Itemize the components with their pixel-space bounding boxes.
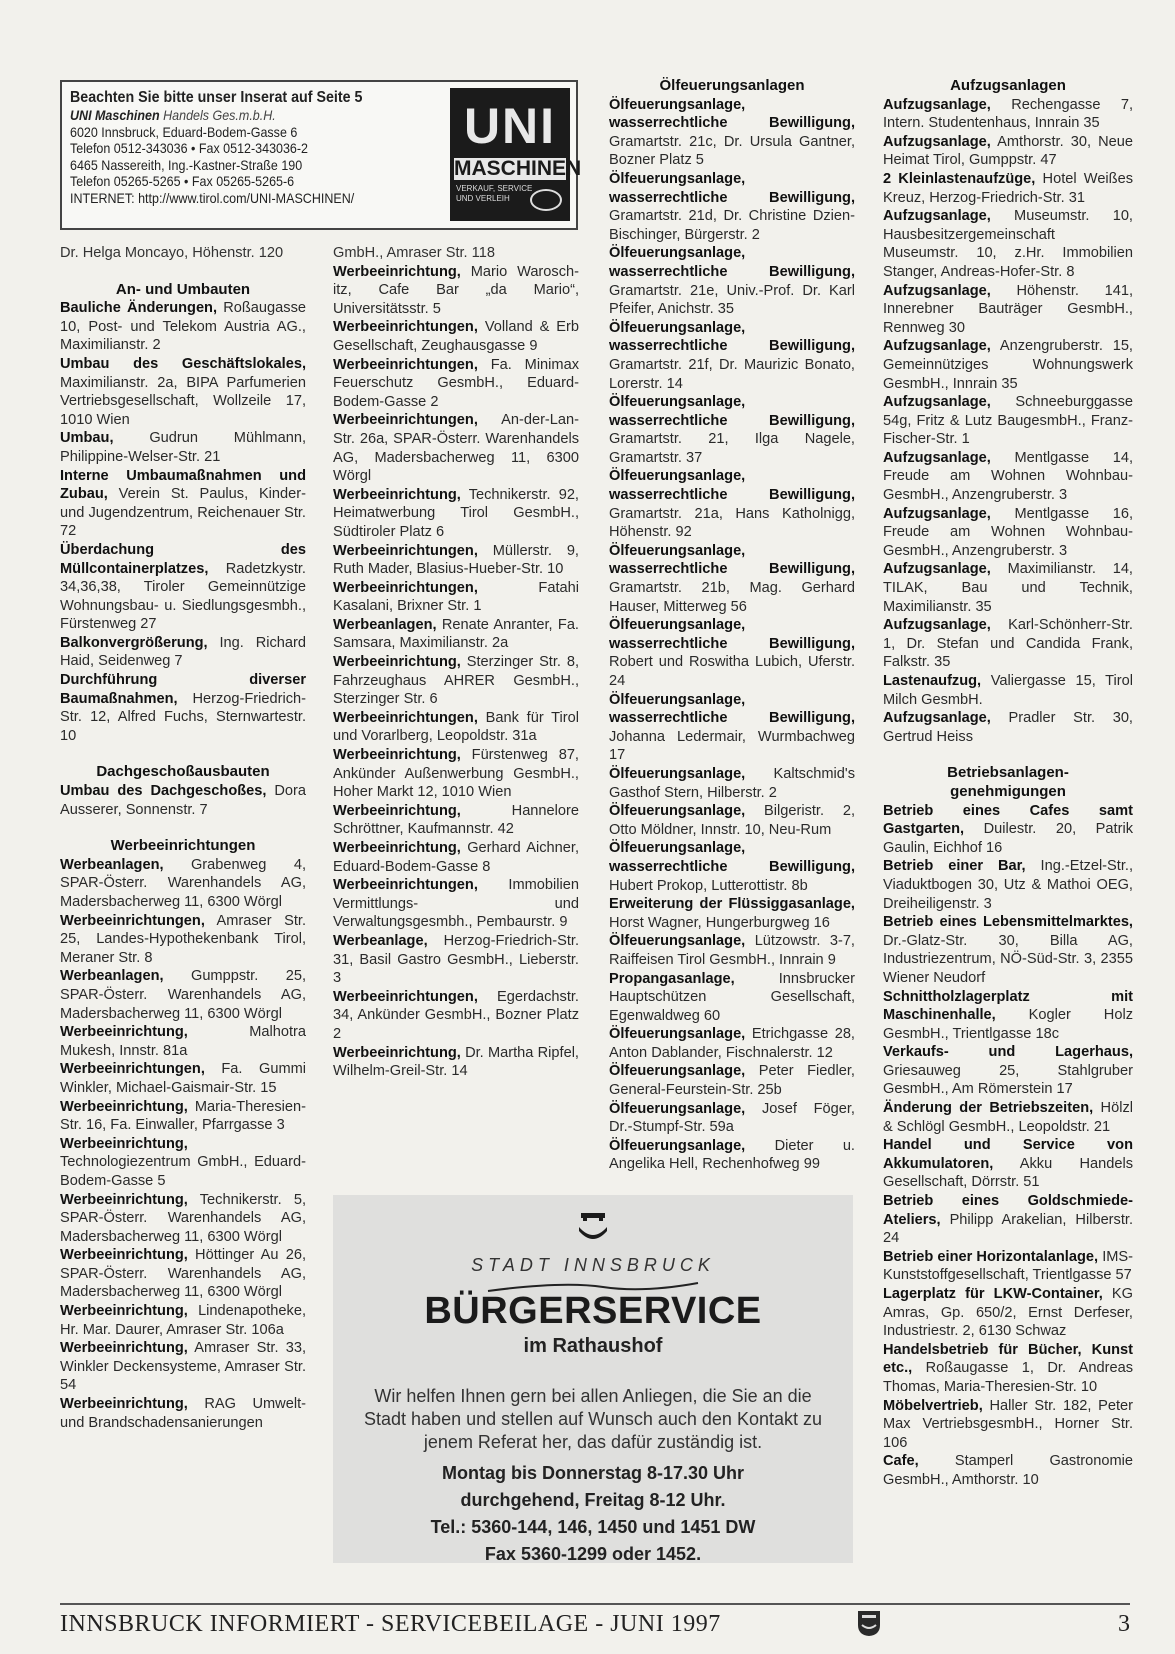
listing-details: Fa. Minimax Feuerschutz GesmbH., Eduard-Bodem-Gasse 2 (333, 356, 579, 410)
listing-entry (883, 1248, 1133, 1285)
listing-title: Aufzugsanlage, (883, 96, 991, 113)
listing-entry (609, 1100, 855, 1137)
listing-details: Josef Föger, Dr.-Stumpf-Str. 59a (609, 1100, 855, 1136)
section-heading: Werbeeinrichtungen (110, 837, 256, 855)
listing-details: Gramartstr. 21f, Dr. Maurizic Bonato, Lorerstr. 14 (609, 356, 855, 392)
listing-details: Dr. Martha Ripfel, Wilhelm-Greil-Str. 14 (333, 1044, 579, 1080)
listing-entry (60, 467, 306, 541)
listing-details: Grabenweg 4, SPAR-Österr. Warenhandels AG, Madersbacherweg 11, 6300 Wörgl (60, 856, 306, 910)
listing-details: Peter Fiedler, General-Feurstein-Str. 25b (609, 1063, 855, 1099)
listing-details: Etrichgasse 28, Anton Dablander, Fischnalerstr. 12 (609, 1026, 855, 1061)
listing-details: Lindenapotheke, Hr. Mar. Daurer, Amraser Str. 106a (60, 1303, 306, 1338)
listing-entry (60, 299, 306, 355)
listing-title: Handel und Service von Akkumulatoren, (883, 1137, 1133, 1172)
listing-details: Roßaugasse 1, Dr. Andreas Thomas, Maria-Theresien-Str. 10 (883, 1360, 1133, 1395)
listing-title: Cafe, (883, 1453, 919, 1470)
listing-details: Fa. Gummi Winkler, Michael-Gaismair-Str. 15 (60, 1061, 306, 1096)
listing-entry (609, 1025, 855, 1062)
listing-details: Gudrun Mühlmann, Philippine-Welser-Str. 21 (60, 430, 306, 465)
listing-entry (333, 876, 579, 932)
listing-details: Dieter u. Angelika Hell, Rechenhofweg 99 (609, 1137, 855, 1173)
innsbruck-bridge-icon (575, 1209, 611, 1245)
section-heading: Dachgeschoßausbauten (96, 763, 270, 781)
listing-details: Robert und Roswitha Lubich, Uferstr. 24 (609, 654, 855, 689)
listing-title: Werbeeinrichtung, (333, 840, 461, 856)
listing-title: Handelsbetrieb für Bücher, Kunst etc., (883, 1341, 1133, 1377)
listing-title: Werbeeinrichtung, (333, 486, 461, 503)
listing-title: Werbeanlagen, (60, 856, 164, 873)
listing-title: Aufzugsanlage, (883, 449, 991, 466)
listing-entry (883, 1397, 1133, 1453)
listing-title: Interne Umbaumaßnahmen und Zubau, (60, 467, 306, 503)
uni-maschinen-ad (60, 80, 582, 230)
listing-details: Gramartstr. 21, Ilga Nagele, Gramartstr. 37 (609, 431, 855, 466)
listing-entry (333, 616, 579, 653)
listing-title: Aufzugsanlage, (883, 617, 991, 634)
listing-entry (609, 96, 855, 170)
listing-entry (333, 318, 579, 355)
listing-title: Werbeeinrichtung, (60, 1135, 188, 1152)
listing-details: Duilestr. 20, Patrik Gaulin, Eichhof 16 (883, 821, 1133, 856)
listing-title: Werbeeinrichtung, (60, 1098, 188, 1115)
buergerservice-box (333, 1195, 853, 1563)
listing-title: Werbeanlage, (333, 932, 428, 949)
listing-title: Ölfeuerungsanlage, (609, 1137, 746, 1154)
listing-entry (333, 709, 579, 746)
listing-title: Werbeeinrichtung, (60, 1340, 188, 1357)
listing-details: Rechengasse 7, Intern. Studentenhaus, Innrain 35 (883, 96, 1133, 132)
listing-title: Lastenaufzug, (883, 673, 982, 689)
listing-details: Höttinger Au 26, SPAR-Österr. Warenhandels AG, Madersbacherweg 11, 6300 Wörgl (60, 1247, 306, 1301)
continued-entry: Dr. Helga Moncayo, Höhenstr. 120 (60, 245, 284, 261)
listing-entry (333, 839, 579, 876)
listing-title: Werbeeinrichtung, (333, 1044, 461, 1061)
listing-title: Ölfeuerungsanlage, wasserrechtliche Bewilligung, (609, 468, 855, 504)
section-heading: An- und Umbauten (115, 280, 251, 298)
listing-title: Ölfeuerungsanlage, (609, 1063, 746, 1080)
uni-maschinen-logo: UNI MASCHINEN VERKAUF, SERVICE UND VERLEIH (450, 88, 570, 221)
ad-internet: INTERNET: http://www.tirol.com/UNI-MASCHINEN/ (70, 190, 355, 206)
listing-entry (883, 393, 1133, 449)
listing-entry (883, 337, 1133, 393)
section-heading: Betriebsanlagen- (947, 764, 1069, 782)
listing-details: Gumppstr. 25, SPAR-Österr. Warenhandels AG, Madersbacherweg 11, 6300 Wörgl (60, 968, 306, 1022)
section-heading: Aufzugsanlagen (950, 77, 1066, 94)
listing-details: Hannelore Schröttner, Kaufmannstr. 42 (333, 802, 579, 838)
listing-details: Amthorstr. 30, Neue Heimat Tirol, Gumppstr. 47 (883, 133, 1133, 169)
listing-entry (333, 542, 579, 579)
listing-entry (883, 913, 1133, 987)
listing-entry (883, 282, 1133, 338)
buergerservice-help-text: Wir helfen Ihnen gern bei allen Anliegen, die Sie an die Stadt haben und stellen auf Wunsch auch den Kontakt zu jenem Referat her, das dafür zuständig ist. (364, 1386, 822, 1452)
listing-entry (883, 449, 1133, 505)
listing-title: Aufzugsanlage, (883, 208, 991, 225)
ad-phone-2: Telefon 05265-5265 • Fax 05265-5265-6 (70, 174, 295, 189)
listing-entry (883, 802, 1133, 858)
listing-entry (883, 1043, 1133, 1099)
listing-details: Dr.-Glatz-Str. 30, Billa AG, Industriezentrum, NÖ-Süd-Str. 3, 2355 Wiener Neudorf (883, 932, 1133, 986)
listing-title: Werbeeinrichtungen, (333, 709, 478, 726)
ad-address-1: 6020 Innsbruck, Eduard-Bodem-Gasse 6 (70, 124, 298, 140)
listing-title: Werbeeinrichtungen, (333, 579, 478, 596)
listing-title: Erweiterung der Flüssiggasanlage, (609, 896, 855, 913)
listing-entry (609, 691, 855, 765)
listing-title: Werbeeinrichtungen, (333, 412, 478, 429)
listing-title: Werbeeinrichtung, (333, 747, 461, 764)
listing-title: Ölfeuerungsanlage, (609, 803, 746, 820)
listing-entry (60, 1191, 306, 1247)
listing-title: Betrieb eines Goldschmiede-Ateliers, (883, 1193, 1133, 1228)
listing-entry (609, 393, 855, 467)
listing-title: Verkaufs- und Lagerhaus, (883, 1044, 1133, 1061)
listing-entry (609, 765, 855, 802)
listing-details: Philipp Arakelian, Hilberstr. 24 (883, 1211, 1133, 1247)
listing-details: Johanna Ledermair, Wurmbachweg 17 (609, 728, 855, 764)
listing-entry (883, 1099, 1133, 1136)
listing-details: Stamperl Gastronomie GesmbH., Amthorstr. 10 (883, 1453, 1133, 1488)
listing-details: Egerdachstr. 34, Ankünder GesmbH., Bozner Platz 2 (333, 988, 579, 1042)
listing-entry (60, 541, 306, 634)
listing-details: Herzog-Friedrich-Str. 31, Basil Gastro GesmbH., Lieberstr. 3 (333, 932, 579, 987)
listing-details: Mentlgasse 14, Freude am Wohnen Wohnbau-GesmbH., Anzengruberstr. 3 (883, 449, 1133, 504)
listing-details: Schneeburggasse 54g, Fritz & Lutz BaugesmbH., Franz-Fischer-Str. 1 (883, 394, 1133, 448)
listing-details: Herzog-Friedrich-Str. 12, Alfred Fuchs, Sternwartestr. 10 (60, 690, 306, 744)
listing-details: Griesauweg 25, Stahlgruber GesmbH., Am Römerstein 17 (883, 1062, 1133, 1098)
listing-title: Schnittholzlagerplatz mit Maschinenhalle, (883, 988, 1133, 1024)
listing-entry (60, 1246, 306, 1302)
ad-address-2: 6465 Nassereith, Ing.-Kastner-Straße 190 (70, 157, 303, 173)
listing-details: Fürstenweg 87, Ankünder Außenwerbung GesmbH., Hoher Markt 12, 1010 Wien (333, 747, 579, 801)
listing-details: IMS-Kunststoffgesellschaft, Trientlgasse 57 (883, 1248, 1133, 1284)
listing-entry (609, 895, 855, 932)
buergerservice-hours: Montag bis Donnerstag 8-17.30 Uhr durchgehend, Freitag 8-12 Uhr. Tel.: 5360-144, 146, 1450 und 1451 DW Fax 5360-1299 oder 1452. (430, 1463, 756, 1564)
listing-entry (883, 96, 1133, 133)
page-footer (60, 1603, 1130, 1639)
listing-entry (883, 672, 1133, 709)
listing-entry (60, 1135, 306, 1191)
listing-entry (609, 802, 855, 839)
listing-entry (333, 988, 579, 1044)
column-1 (60, 244, 306, 1432)
listing-details: Gramartstr. 21c, Dr. Ursula Gantner, Bozner Platz 5 (609, 133, 855, 169)
listing-details: Kaltschmid's Gasthof Stern, Hilberstr. 2 (609, 765, 855, 801)
listing-title: Aufzugsanlage, (883, 710, 991, 727)
listing-title: Aufzugsanlage, (883, 282, 991, 299)
listing-title: Aufzugsanlage, (883, 338, 991, 355)
listing-details: Hölzl & Schlögl GesmbH., Leopoldstr. 21 (883, 1100, 1133, 1135)
listing-entry (60, 1395, 306, 1432)
listing-entry (333, 653, 579, 709)
listing-title: Werbeeinrichtungen, (333, 356, 478, 373)
listing-details: Technikerstr. 5, SPAR-Österr. Warenhandels AG, Madersbacherweg 11, 6300 Wörgl (60, 1191, 306, 1245)
listing-title: Ölfeuerungsanlage, wasserrechtliche Bewilligung, (609, 96, 855, 132)
listing-entry (333, 579, 579, 616)
listing-details: Dora Ausserer, Sonnenstr. 7 (60, 783, 306, 818)
listing-entry (60, 912, 306, 968)
listing-title: Aufzugsanlage, (883, 505, 991, 522)
listing-title: Umbau des Geschäftslokales, (60, 355, 306, 372)
listing-details: KG Amras, Gp. 650/2, Ernst Derfeser, Industriestr. 2, 6130 Schwaz (883, 1286, 1134, 1340)
listing-details: Ing.-Etzel-Str., Viaduktbogen 30, Utz & Mathoi OEG, Dreiheiligenstr. 3 (883, 858, 1133, 912)
listing-title: Werbeeinrichtung, (60, 1024, 188, 1041)
column-4 (883, 77, 1133, 1490)
listing-entry (883, 207, 1133, 281)
listing-entry (609, 1062, 855, 1099)
listing-details: Roßaugasse 10, Post- und Telekom Austria AG., Maximilianstr. 2 (60, 300, 306, 354)
listing-title: Balkonvergrößerung, (60, 634, 208, 651)
listing-details: Lützowstr. 3-7, Raiffeisen Tirol GesmbH., Innrain 9 (609, 933, 855, 968)
listing-entry (60, 355, 306, 429)
listing-entry (609, 467, 855, 541)
listing-title: Ölfeuerungsanlage, wasserrechtliche Bewilligung, (609, 170, 855, 206)
listing-title: Werbeeinrichtungen, (60, 912, 205, 929)
listing-entry (333, 802, 579, 839)
listing-entry (609, 244, 855, 318)
listing-entry (60, 1060, 306, 1097)
listing-title: Ölfeuerungsanlage, wasserrechtliche Bewilligung, (609, 840, 855, 875)
listing-title: Werbeeinrichtung, (60, 1396, 188, 1413)
listing-title: Betrieb einer Horizontalanlage, (883, 1248, 1099, 1265)
listing-title: Werbeeinrichtung, (333, 654, 461, 671)
listing-details: Akku Handels Gesellschaft, Dörrstr. 51 (883, 1155, 1133, 1191)
listing-title: Ölfeuerungsanlage, wasserrechtliche Bewilligung, (609, 617, 855, 652)
listing-details: Maria-Theresien-Str. 16, Fa. Einwaller, Pfarrgasse 3 (60, 1098, 306, 1134)
listing-title: Werbeanlagen, (333, 616, 437, 633)
listing-details: Haller Str. 182, Peter Max VertriebsgesmbH., Horner Str. 106 (883, 1397, 1133, 1451)
listing-details: Gramartstr. 21d, Dr. Christine Dzien-Bischinger, Bürgerstr. 2 (609, 208, 855, 243)
listing-title: Lagerplatz für LKW-Container, (883, 1286, 1103, 1302)
listing-entry (333, 411, 579, 485)
listing-details: Immobilien Vermittlungs- und Verwaltungsgesmbh., Pembaurstr. 9 (333, 877, 579, 931)
listing-details: Pradler Str. 30, Gertrud Heiss (883, 710, 1133, 745)
listing-title: Propangasanlage, (609, 970, 735, 987)
stadt-innsbruck-label: STADT INNSBRUCK (471, 1255, 715, 1275)
listing-title: Werbeeinrichtung, (333, 802, 461, 819)
listing-title: Aufzugsanlage, (883, 394, 991, 411)
listing-details: Bilgeristr. 2, Otto Möldner, Innstr. 10, Neu-Rum (609, 803, 855, 838)
listing-entry (60, 782, 306, 819)
listing-details: Karl-Schönherr-Str. 1, Dr. Stefan und Candida Frank, Falkstr. 35 (883, 617, 1133, 671)
ad-company: UNI Maschinen Handels Ges.m.b.H. (70, 108, 276, 123)
listing-title: Betrieb eines Cafes samt Gastgarten, (883, 802, 1133, 838)
listing-details: Valiergasse 15, Tirol Milch GesmbH. (883, 673, 1133, 708)
listing-entry (333, 356, 579, 412)
listing-title: Werbeeinrichtungen, (333, 319, 478, 336)
listing-entry (609, 970, 855, 1026)
listing-entry (60, 429, 306, 466)
listing-details: Amraser Str. 25, Landes-Hypothekenbank Tirol, Meraner Str. 8 (60, 912, 306, 966)
listing-details: Anzengruberstr. 15, Gemeinnütziges Wohnungswerk GesmbH., Innrain 35 (883, 338, 1133, 392)
listing-entry (333, 932, 579, 988)
listing-entry (333, 746, 579, 802)
listing-entry (883, 1136, 1133, 1192)
listing-entry (60, 1023, 306, 1060)
listing-details: Maximilianstr. 14, TILAK, Bau und Technik, Maximilianstr. 35 (883, 561, 1133, 615)
listing-details: Sterzinger Str. 8, Fahrzeughaus AHRER GesmbH., Sterzinger Str. 6 (333, 654, 579, 708)
listing-title: Werbeeinrichtungen, (333, 877, 478, 894)
listing-entry (609, 616, 855, 690)
listing-entry (883, 857, 1133, 913)
listing-entry (883, 1192, 1133, 1248)
listing-details: Hubert Prokop, Lutterottistr. 8b (609, 877, 808, 894)
listing-entry (883, 133, 1133, 170)
listing-title: Ölfeuerungsanlage, wasserrechtliche Bewilligung, (609, 319, 855, 355)
listing-title: Ölfeuerungsanlage, wasserrechtliche Bewilligung, (609, 691, 855, 727)
listing-entry (609, 170, 855, 244)
listing-entry (60, 1098, 306, 1135)
listing-details: Technologiezentrum GmbH., Eduard-Bodem-Gasse 5 (60, 1154, 306, 1189)
ad-phone-1: Telefon 0512-343036 • Fax 0512-343036-2 (70, 141, 309, 156)
listing-title: Werbeeinrichtungen, (333, 988, 478, 1005)
listing-title: Werbeeinrichtung, (60, 1191, 188, 1208)
listing-title: Ölfeuerungsanlage, (609, 765, 746, 782)
listing-entry (883, 988, 1133, 1044)
listing-title: Umbau, (60, 430, 114, 447)
section-heading: Ölfeuerungsanlagen (659, 77, 805, 94)
listing-details: Innsbrucker Hauptschützen Gesellschaft, Egenwaldweg 60 (609, 970, 855, 1024)
listing-title: Ölfeuerungsanlage, wasserrechtliche Bewilligung, (609, 394, 855, 429)
listing-details: Gramartstr. 21e, Univ.-Prof. Dr. Karl Pfeifer, Anichstr. 35 (609, 282, 855, 318)
listing-title: Ölfeuerungsanlage, (609, 1026, 746, 1043)
listing-title: Durchführung diverser Baumaßnahmen, (60, 672, 306, 707)
listing-entry (883, 1285, 1133, 1341)
listing-title: Werbeeinrichtung, (60, 1247, 188, 1264)
listing-entry (609, 319, 855, 393)
listing-details: Müllerstr. 9, Ruth Mader, Blasius-Hueber-Str. 10 (333, 542, 579, 578)
listing-entry (883, 170, 1133, 207)
section-heading: genehmigungen (950, 782, 1066, 800)
listing-entry (333, 1044, 579, 1081)
listing-entry (60, 1339, 306, 1395)
listing-title: 2 Kleinlastenaufzüge, (883, 170, 1036, 187)
listing-entry (883, 560, 1133, 616)
listing-entry (60, 856, 306, 912)
column-2 (333, 244, 579, 1081)
listing-details: Amraser Str. 33, Winkler Deckensysteme, Amraser Str. 54 (60, 1340, 306, 1394)
listing-entry (333, 486, 579, 542)
listing-entry (883, 505, 1133, 561)
listing-details: Gramartstr. 21b, Mag. Gerhard Hauser, Mitterweg 56 (609, 580, 855, 615)
listing-title: Betrieb eines Lebensmittelmarktes, (883, 914, 1133, 931)
listing-details: Fatahi Kasalani, Brixner Str. 1 (333, 579, 579, 615)
listing-details: Hotel Weißes Kreuz, Herzog-Friedrich-Str. 31 (883, 170, 1134, 206)
listing-entry (60, 671, 306, 745)
listing-details: Maximilianstr. 2a, BIPA Parfumerien Vertriebsgesellschaft, Wollzeile 17, 1010 Wien (60, 374, 306, 428)
listing-details: Technikerstr. 92, Heimatwerbung Tirol GesmbH., Südtiroler Platz 6 (333, 486, 579, 540)
listing-details: Mario Waroschitz, Cafe Bar „da Mario“, Universitätsstr. 5 (333, 263, 579, 317)
buergerservice-subtitle: im Rathaushof (523, 1335, 663, 1357)
listing-details: Kogler Holz GesmbH., Trientlgasse 18c (883, 1007, 1133, 1042)
listing-entry (60, 967, 306, 1023)
listing-entry (60, 1302, 306, 1339)
listing-title: Aufzugsanlage, (883, 133, 991, 150)
ad-text (70, 88, 420, 207)
listing-title: Betrieb einer Bar, (883, 858, 1026, 875)
listing-details: Verein St. Paulus, Kinder- und Jugendzentrum, Reichenauer Str. 72 (60, 486, 306, 540)
listing-details: Volland & Erb Gesellschaft, Zeughausgasse 9 (333, 319, 579, 354)
listing-details: Mentlgasse 16, Freude am Wohnen Wohnbau-GesmbH., Anzengruberstr. 3 (883, 505, 1133, 559)
listing-entry (60, 634, 306, 671)
listing-title: Werbeanlagen, (60, 968, 164, 985)
listing-entry (883, 1341, 1133, 1397)
listing-entry (609, 1137, 855, 1174)
listing-entry (609, 542, 855, 616)
page-number: 3 (1118, 1611, 1130, 1637)
listing-title: Werbeeinrichtungen, (333, 542, 478, 559)
listing-details: Malhotra Mukesh, Innstr. 81a (60, 1024, 306, 1059)
listing-title: Ölfeuerungsanlage, wasserrechtliche Bewilligung, (609, 542, 855, 578)
listing-title: Aufzugsanlage, (883, 561, 991, 578)
listing-entry (883, 709, 1133, 746)
listing-details: Bank für Tirol und Vorarlberg, Leopoldstr. 31a (333, 709, 579, 745)
listing-details: Höhenstr. 141, Innerebner Bauträger GesmbH., Rennweg 30 (883, 282, 1133, 336)
listing-details: Renate Anranter, Fa. Samsara, Maximilianstr. 2a (333, 616, 579, 652)
listing-title: Überdachung des Müllcontainerplatzes, (60, 541, 306, 577)
listing-details: Horst Wagner, Hungerburgweg 16 (609, 914, 830, 931)
column-3 (609, 77, 855, 1174)
listing-entry (883, 1452, 1133, 1489)
listing-entry (333, 263, 579, 319)
listing-details: Ing. Richard Haid, Seidenweg 7 (60, 634, 306, 670)
city-crest-icon (856, 1609, 882, 1637)
listing-details: An-der-Lan-Str. 26a, SPAR-Österr. Warenhandels AG, Madersbacherweg 11, 6300 Wörgl (333, 412, 579, 485)
listing-title: Änderung der Betriebszeiten, (883, 1100, 1094, 1117)
listing-details: Gramartstr. 21a, Hans Katholnigg, Höhenstr. 92 (609, 505, 855, 541)
ad-reference: Beachten Sie bitte unser Inserat auf Seite 5 (70, 89, 363, 106)
footer-title: INNSBRUCK INFORMIERT - SERVICEBEILAGE - JUNI 1997 (60, 1611, 721, 1637)
listing-details: RAG Umwelt- und Brandschadensanierungen (60, 1396, 306, 1431)
listing-details: Gerhard Aichner, Eduard-Bodem-Gasse 8 (333, 840, 579, 875)
listing-title: Bauliche Änderungen, (60, 300, 218, 317)
listing-title: Ölfeuerungsanlage, wasserrechtliche Bewilligung, (609, 245, 855, 280)
listing-title: Werbeeinrichtung, (60, 1303, 188, 1320)
listing-entry (609, 932, 855, 969)
listing-title: Werbeeinrichtungen, (60, 1061, 205, 1078)
listing-details: Museumstr. 10, Hausbesitzergemeinschaft Museumstr. 10, z.Hr. Immobilien Stanger, Andreas-Hofer-Str. 8 (883, 208, 1133, 280)
listing-title: Möbelvertrieb, (883, 1397, 983, 1414)
listing-title: Werbeeinrichtung, (333, 263, 461, 280)
buergerservice-title: BÜRGERSERVICE (424, 1290, 762, 1332)
listing-title: Ölfeuerungsanlage, (609, 933, 746, 950)
listing-entry (883, 616, 1133, 672)
listing-title: Umbau des Dachgeschoßes, (60, 783, 267, 800)
continued-entry: GmbH., Amraser Str. 118 (333, 245, 495, 261)
listing-title: Ölfeuerungsanlage, (609, 1100, 746, 1117)
listing-details: Radetzkystr. 34,36,38, Tiroler Gemeinnützige Wohnungsbau- u. Siedlungsgesmbh., Fürstenweg 27 (60, 560, 306, 633)
listing-entry (609, 839, 855, 895)
